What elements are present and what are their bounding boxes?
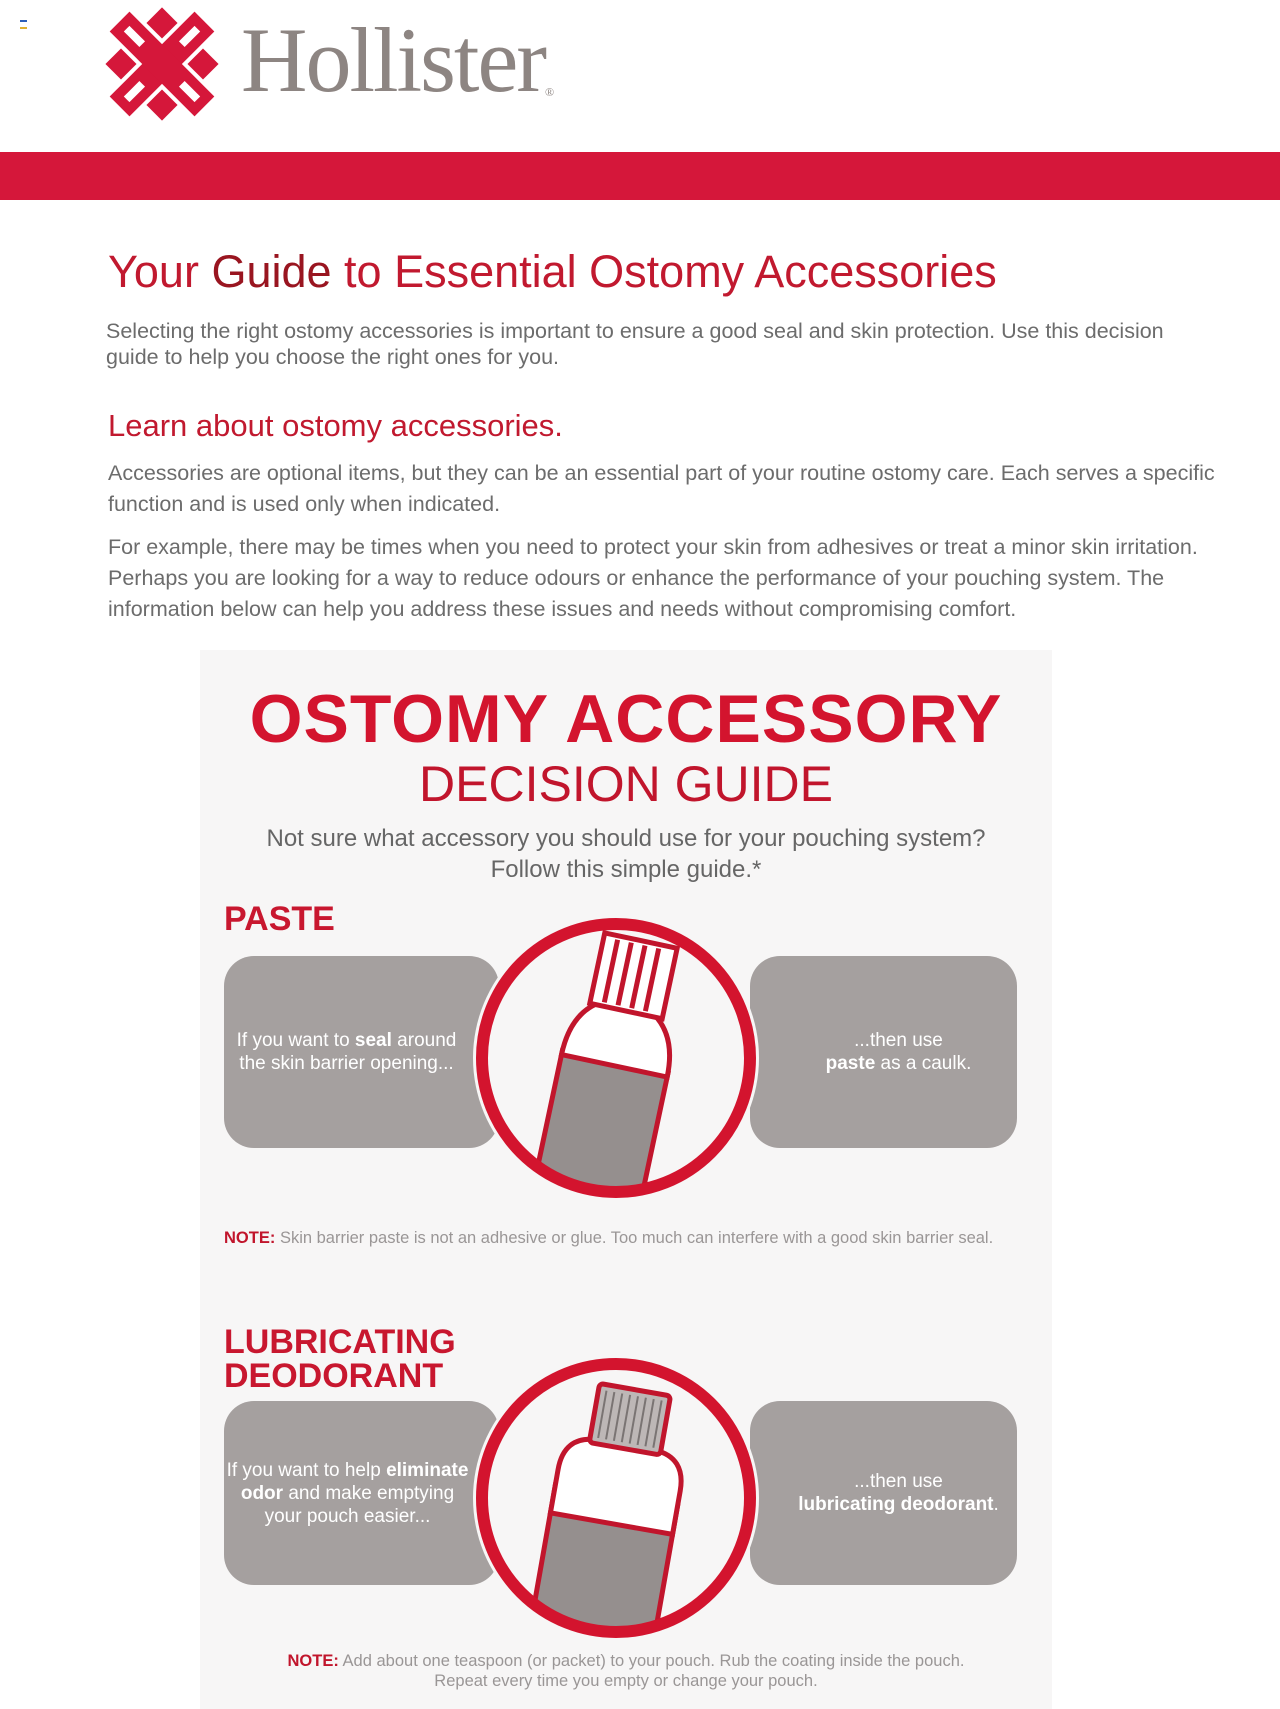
learn-paragraph-2: For example, there may be times when you need to protect your skin from adhesives or treat a minor skin irritation. Perhaps you are looking for a way to reduce odours or enhance the performance of your pouching system. The information below can help you address these issues and needs without compromising comfort. bbox=[108, 535, 1198, 621]
decision-guide bbox=[200, 650, 1052, 1709]
hollister-logo bbox=[98, 0, 658, 128]
deodorant-bottle-icon bbox=[466, 1348, 766, 1648]
paste-section-title: PASTE bbox=[224, 900, 335, 938]
guide-title: OSTOMY ACCESSORY bbox=[249, 681, 1003, 757]
deodorant-if-box: If you want to help eliminate odor and make emptying your pouch easier... bbox=[224, 1401, 499, 1585]
menu-icon bbox=[20, 20, 27, 29]
guide-lead: Not sure what accessory you should use for your pouching system? Follow this simple guide.* bbox=[266, 825, 986, 883]
hollister-cross-icon bbox=[98, 0, 226, 128]
intro-paragraph: Selecting the right ostomy accessories is important to ensure a good seal and skin protection. Use this decision guide to help you choose the right ones for you. bbox=[106, 319, 1164, 369]
page-title: Your Guide to Essential Ostomy Accessories bbox=[108, 246, 997, 297]
paste-tube-icon bbox=[466, 908, 766, 1208]
guide-subtitle: DECISION GUIDE bbox=[419, 756, 833, 812]
deodorant-section-title: LUBRICATING DEODORANT bbox=[224, 1323, 456, 1395]
hollister-wordmark: Hollister® bbox=[241, 9, 555, 111]
learn-heading: Learn about ostomy accessories. bbox=[108, 408, 563, 443]
deodorant-then-box: ...then use lubricating deodorant. bbox=[750, 1401, 1017, 1585]
learn-paragraph-1: Accessories are optional items, but they can be an essential part of your routine ostomy care. Each serves a specific function and is used only when indicated. bbox=[108, 461, 1215, 516]
deodorant-note: NOTE: Add about one teaspoon (or packet) to your pouch. Rub the coating inside the pouch. Repeat every time you empty or change your pouch. bbox=[287, 1652, 965, 1690]
paste-if-box: If you want to seal around the skin barrier opening... bbox=[224, 956, 499, 1148]
brand-band bbox=[0, 152, 1280, 200]
paste-then-box: ...then use paste as a caulk. bbox=[750, 956, 1017, 1148]
paste-note: NOTE: Skin barrier paste is not an adhesive or glue. Too much can interfere with a good skin barrier seal. bbox=[224, 1229, 994, 1247]
